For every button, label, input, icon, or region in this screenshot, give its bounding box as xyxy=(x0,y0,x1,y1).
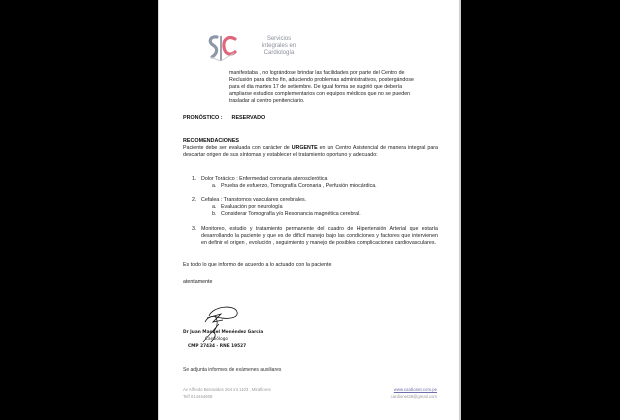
website-link[interactable]: www.cardionet.com.pe xyxy=(393,387,437,392)
logo-text xyxy=(244,36,314,58)
recs-text: Paciente debe ser evaluada con carácter de xyxy=(183,145,292,151)
list-text: Cefalea : Transtornos vasculares cerebrales. xyxy=(201,197,307,203)
list-text: Monitoreo, estudio y tratamiento permanente del cuadro de Hipertensión Arterial que estaría desarrollando la paciente y que es de difícil manejo bajo las condiciones y factores que intervienen en definir el origen , evolución , seguimiento y manejo de posibles complicaciones cardiovasculares. xyxy=(201,226,438,247)
sub-list-letter: a. xyxy=(212,204,217,210)
recommendations-paragraph xyxy=(183,145,438,159)
footer-contact xyxy=(391,387,437,400)
logo-line: integrales en xyxy=(261,43,297,50)
phone: Telf 014464609 xyxy=(183,393,213,399)
recs-text: en un Centro Asistencial de manera integral para descartar origen de sus síntomas y establecer el tratamiento oportuno y adecuado: xyxy=(183,145,438,159)
signature-block xyxy=(183,329,263,350)
prognosis-value: RESERVADO xyxy=(231,115,266,121)
text-line: trasladar al centro penitenciario. xyxy=(229,98,305,105)
sub-list-text: Prueba de esfuerzo, Tomografía Coronaria , Perfusión miocárdica. xyxy=(221,183,377,189)
sub-list-letter: b. xyxy=(212,211,217,217)
doctor-title: Cardiólogo xyxy=(205,337,229,342)
urgent-emphasis: URGENTE xyxy=(291,145,318,151)
list-number: 1. xyxy=(192,176,197,182)
list-text: Dolor Torácico : Enfermedad coronaria aterosclerótica xyxy=(201,176,328,182)
list-number: 3. xyxy=(192,226,197,232)
intro-paragraph xyxy=(229,70,438,105)
sub-list-text: Evaluación por neurología xyxy=(221,204,283,210)
doctor-registration: CMP 27434 - RNE 19527 xyxy=(188,344,247,349)
text-line: ampliarse estudios complementarios con equipos médicos que no se pueden xyxy=(229,91,411,98)
recommendations-title: RECOMENDACIONES xyxy=(183,138,240,144)
email: cardionet28@gmail.com xyxy=(390,393,437,399)
list-number: 2. xyxy=(192,197,197,203)
doctor-name: Dr Juan Manuel Menéndez García xyxy=(183,330,264,335)
prognosis xyxy=(183,115,265,121)
logo-line: Servicios xyxy=(266,36,292,42)
closing-statement: Es todo lo que informo de acuerdo a lo actuado con la paciente xyxy=(183,262,332,268)
salutation: atentamente xyxy=(183,279,213,285)
document-page xyxy=(158,0,461,420)
attachment-note: Se adjunta informes de exámenes auxiliares xyxy=(183,367,282,373)
prognosis-label: PRONÓSTICO : xyxy=(183,115,223,121)
text-line: manifestaba , no lográndose brindar las facilidades por parte del Centro de xyxy=(229,70,405,76)
logo-line: Cardiología xyxy=(263,50,295,57)
text-line: para el dia martes 17 de setiembre. De igual forma se sugirió que debería xyxy=(229,84,403,91)
sub-list-letter: a. xyxy=(212,183,217,189)
sub-list-text: Considerar Tomografía y/o Resonancia magnética cerebral. xyxy=(221,211,361,217)
address: Av Alfredo Benavides 264 int 1103 , Miraflores xyxy=(183,387,271,392)
text-line: Reclusión para dicho fin, aduciendo problemas administrativos, postergándose xyxy=(229,77,414,84)
sic-logo-icon xyxy=(204,33,240,63)
footer-address xyxy=(183,387,271,400)
